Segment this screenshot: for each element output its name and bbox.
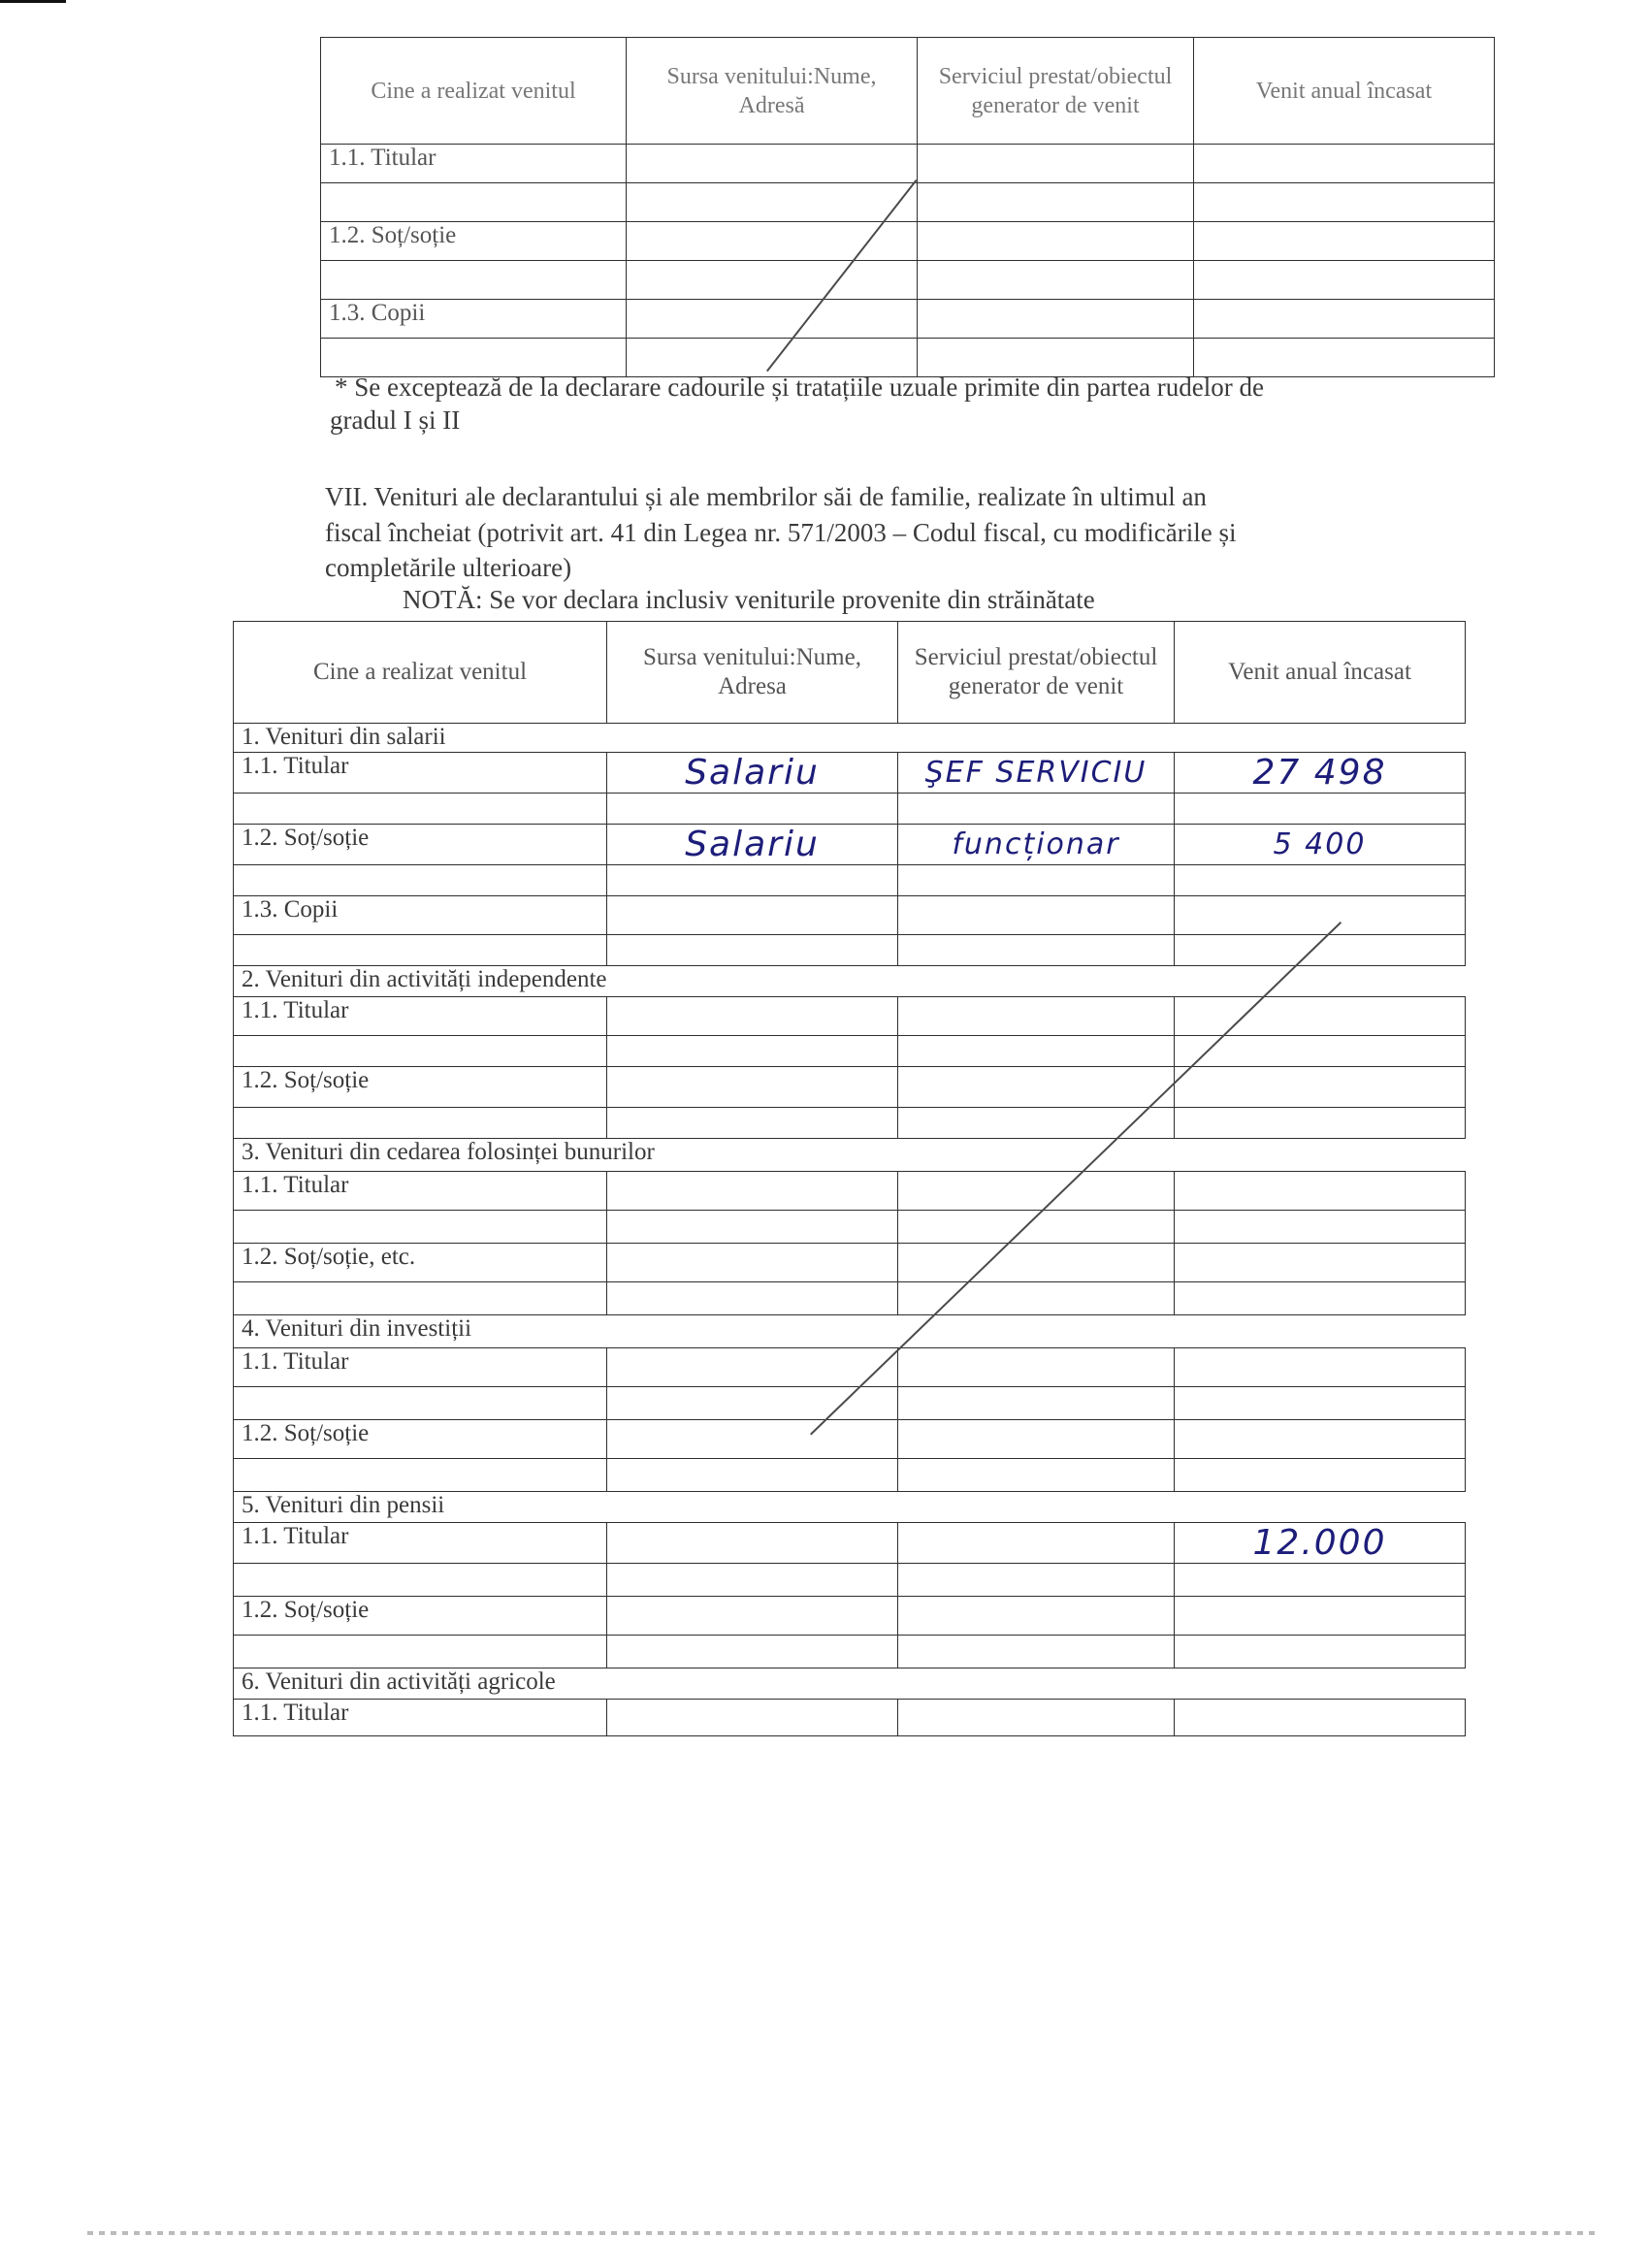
- handwritten-service: funcționar: [898, 825, 1175, 865]
- header-serviciu: Serviciul prestat/obiectul generator de venit: [918, 38, 1194, 145]
- row-label: 1.3. Copii: [234, 896, 607, 935]
- row-label: 1.1. Titular: [234, 753, 607, 794]
- header-cine: Cine a realizat venitul: [234, 622, 607, 724]
- row-label: 1.1. Titular: [234, 1523, 607, 1564]
- gifts-table: [320, 37, 1495, 377]
- handwritten-amount: 27 498: [1175, 753, 1466, 794]
- section7-line3: completările ulterioare): [325, 553, 572, 582]
- scan-edge-mark: [87, 2231, 1600, 2235]
- income-table: [233, 621, 1466, 1736]
- section-title: 4. Venituri din investiții: [234, 1315, 1466, 1348]
- header-cine: Cine a realizat venitul: [321, 38, 627, 145]
- section7-line1: VII. Venituri ale declarantului și ale membrilor săi de familie, realizate în ultimul an: [325, 482, 1207, 511]
- header-sursa: Sursa venitului:Nume, Adresa: [607, 622, 898, 724]
- row-label: 1.1. Titular: [234, 1348, 607, 1387]
- header-sursa: Sursa venitului:Nume, Adresă: [627, 38, 918, 145]
- handwritten-amount: 5 400: [1175, 825, 1466, 865]
- header-venit: Venit anual încasat: [1194, 38, 1495, 145]
- section-title: 5. Venituri din pensii: [234, 1492, 1466, 1523]
- section-title: 3. Venituri din cedarea folosinței bunurilor: [234, 1139, 1466, 1172]
- row-label: 1.1. Titular: [234, 1700, 607, 1736]
- handwritten-source: Salariu: [607, 825, 898, 865]
- section-title: 2. Venituri din activități independente: [234, 966, 1466, 997]
- footnote-line2: gradul I și II: [330, 405, 461, 435]
- row-label: 1.1. Titular: [234, 1172, 607, 1211]
- header-venit: Venit anual încasat: [1175, 622, 1466, 724]
- row-label: 1.2. Soț/soție: [321, 222, 627, 261]
- row-label: 1.2. Soț/soție: [234, 1067, 607, 1108]
- section-title: 1. Venituri din salarii: [234, 724, 1466, 753]
- nota: NOTĂ: Se vor declara inclusiv veniturile provenite din străinătate: [403, 585, 1095, 614]
- section-title: 6. Venituri din activități agricole: [234, 1669, 1466, 1700]
- row-label: 1.2. Soț/soție: [234, 1420, 607, 1459]
- row-label: 1.1. Titular: [321, 145, 627, 183]
- row-label: 1.1. Titular: [234, 997, 607, 1036]
- row-label: 1.2. Soț/soție: [234, 825, 607, 865]
- handwritten-source: Salariu: [607, 753, 898, 794]
- footnote-line1: * Se exceptează de la declarare cadourile și tratațiile uzuale primite din partea rudelor de: [335, 373, 1264, 402]
- header-serviciu: Serviciul prestat/obiectul generator de venit: [898, 622, 1175, 724]
- row-label: 1.2. Soț/soție, etc.: [234, 1244, 607, 1282]
- row-label: 1.3. Copii: [321, 300, 627, 339]
- handwritten-amount: 12.000: [1175, 1523, 1466, 1564]
- scan-edge-mark: [0, 0, 66, 3]
- row-label: 1.2. Soț/soție: [234, 1597, 607, 1636]
- handwritten-service: ŞEF SERVICIU: [898, 753, 1175, 794]
- section7-line2: fiscal încheiat (potrivit art. 41 din Legea nr. 571/2003 – Codul fiscal, cu modificările și: [325, 518, 1237, 547]
